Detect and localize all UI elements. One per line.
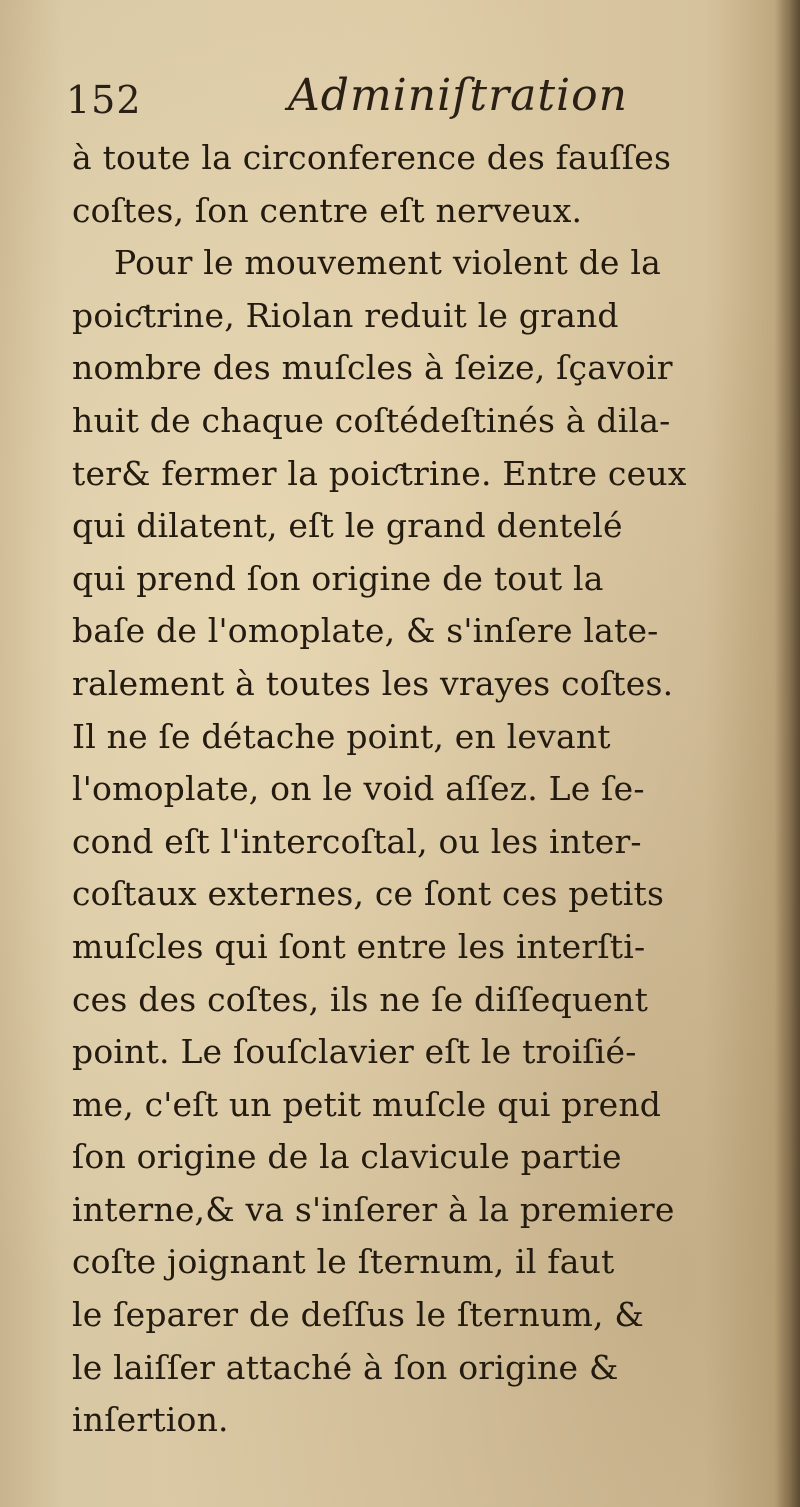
text-line: coſte joignant le ſternum, il faut: [72, 1242, 615, 1282]
text-line: muſcles qui ſont entre les interſti-: [72, 926, 646, 966]
text-line: ter& fermer la poiƈtrine. Entre ceux: [72, 453, 687, 493]
text-line: ces des coſtes, ils ne ſe diſſequent: [72, 979, 649, 1019]
text-line: le ſeparer de deſſus le ſternum, &: [72, 1295, 644, 1335]
text-line: baſe de l'omoplate, & s'inſere late-: [72, 611, 659, 651]
text-line: inſertion.: [72, 1400, 229, 1440]
text-line: nombre des muſcles à ſeize, ſçavoir: [72, 348, 673, 388]
text-line: coſtaux externes, ce ſont ces petits: [72, 874, 665, 914]
text-line: l'omoplate, on le void aſſez. Le ſe-: [72, 769, 645, 809]
body-text: [72, 132, 772, 1447]
running-title: Adminiſtration: [288, 70, 628, 121]
page-number: 152: [66, 78, 142, 122]
text-line: coſtes, ſon centre eſt nerveux.: [72, 190, 583, 230]
text-line: point. Le ſouſclavier eſt le troiſié-: [72, 1032, 637, 1072]
text-line: ralement à toutes les vrayes coſtes.: [72, 663, 674, 703]
text-line: qui prend ſon origine de tout la: [72, 558, 604, 598]
text-line: interne,& va s'inſerer à la premiere: [72, 1189, 675, 1229]
text-line: ſon origine de la clavicule partie: [72, 1137, 622, 1177]
text-line: Il ne ſe détache point, en levant: [72, 716, 611, 756]
text-line: poiƈtrine, Riolan reduit le grand: [72, 295, 619, 335]
text-line: qui dilatent, eſt le grand dentelé: [72, 506, 623, 546]
page-spine-shadow: [774, 0, 800, 1507]
text-line: huit de chaque coſtédeſtinés à dila-: [72, 400, 671, 440]
text-line: le laiſſer attaché à ſon origine &: [72, 1347, 619, 1387]
text-line: à toute la circonference des fauſſes: [72, 138, 672, 177]
text-line: me, c'eſt un petit muſcle qui prend: [72, 1084, 662, 1124]
text-line: cond eſt l'intercoſtal, ou les inter-: [72, 821, 642, 861]
text-line: Pour le mouvement violent de la: [114, 243, 661, 283]
